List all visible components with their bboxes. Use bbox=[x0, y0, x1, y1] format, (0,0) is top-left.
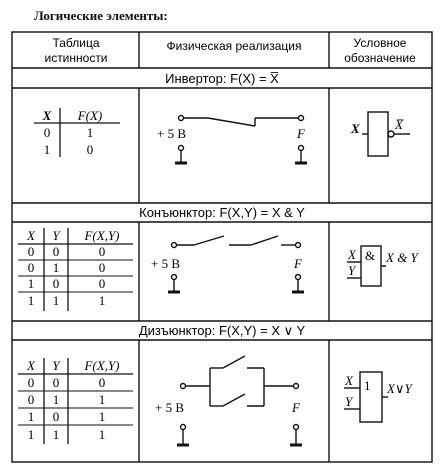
svg-text:Y: Y bbox=[52, 358, 60, 373]
header-symbol-2: обозначение bbox=[344, 51, 416, 65]
header-symbol-1: Условное bbox=[353, 36, 407, 50]
svg-text:0: 0 bbox=[86, 142, 94, 157]
svg-text:1: 1 bbox=[98, 427, 106, 442]
svg-text:F(X,Y): F(X,Y) bbox=[84, 228, 120, 243]
disjunctor-power-label: + 5 B bbox=[155, 400, 185, 415]
svg-text:0: 0 bbox=[43, 125, 51, 140]
svg-text:0: 0 bbox=[52, 409, 60, 424]
svg-text:X: X bbox=[42, 108, 52, 123]
svg-text:0: 0 bbox=[27, 392, 35, 407]
conjunctor-circuit bbox=[168, 236, 304, 292]
svg-text:X: X bbox=[27, 228, 35, 243]
conjunctor-truth-table bbox=[26, 228, 119, 308]
inverter-output-label: F bbox=[297, 126, 305, 141]
svg-text:1: 1 bbox=[86, 125, 94, 140]
svg-text:0: 0 bbox=[27, 244, 35, 259]
conjunctor-symbol-input-y: Y bbox=[348, 263, 356, 278]
disjunctor-truth-table bbox=[26, 358, 119, 442]
conjunctor-symbol-op: & bbox=[365, 248, 376, 263]
disjunctor-symbol-op: 1 bbox=[364, 378, 371, 393]
svg-text:0: 0 bbox=[27, 375, 35, 390]
section-inverter: Инвертор: F(X) = X̅ bbox=[165, 71, 279, 86]
disjunctor-output-label: F bbox=[292, 400, 300, 415]
conjunctor-symbol-output: X & Y bbox=[386, 250, 418, 265]
inverter-power-label: + 5 B bbox=[157, 126, 187, 141]
svg-text:F(X,Y): F(X,Y) bbox=[84, 358, 120, 373]
disjunctor-symbol-input-x: X bbox=[345, 373, 353, 388]
svg-text:0: 0 bbox=[27, 260, 35, 275]
svg-text:1: 1 bbox=[52, 392, 60, 407]
conjunctor-output-label: F bbox=[294, 256, 302, 271]
inverter-symbol-output: X̅ bbox=[395, 117, 403, 132]
svg-text:1: 1 bbox=[98, 392, 106, 407]
svg-text:1: 1 bbox=[52, 293, 60, 308]
svg-text:0: 0 bbox=[52, 244, 60, 259]
svg-text:0: 0 bbox=[52, 375, 60, 390]
svg-text:1: 1 bbox=[43, 142, 51, 157]
svg-text:1: 1 bbox=[27, 276, 35, 291]
svg-text:X: X bbox=[27, 358, 35, 373]
svg-text:Y: Y bbox=[52, 228, 60, 243]
inverter-circuit bbox=[175, 116, 307, 164]
svg-text:0: 0 bbox=[98, 260, 106, 275]
header-truth-table-2: истинности bbox=[44, 51, 108, 65]
conjunctor-symbol-input-x: X bbox=[348, 247, 356, 262]
section-conjunctor: Конъюнктор: F(X,Y) = X & Y bbox=[139, 205, 305, 220]
page-title: Логические элементы: bbox=[34, 8, 168, 23]
table-border bbox=[12, 32, 432, 462]
svg-text:1: 1 bbox=[52, 260, 60, 275]
svg-text:F(X): F(X) bbox=[77, 108, 103, 123]
svg-text:1: 1 bbox=[52, 427, 60, 442]
inverter-truth-table bbox=[42, 108, 103, 157]
inverter-symbol-input: X bbox=[351, 121, 360, 136]
header-physical: Физическая реализация bbox=[166, 39, 302, 53]
svg-text:1: 1 bbox=[98, 293, 106, 308]
section-disjunctor: Дизъюнктор: F(X,Y) = X ∨ Y bbox=[138, 323, 306, 338]
svg-text:1: 1 bbox=[27, 409, 35, 424]
svg-text:0: 0 bbox=[98, 276, 106, 291]
disjunctor-symbol-output: X∨Y bbox=[387, 381, 412, 396]
svg-text:0: 0 bbox=[98, 375, 106, 390]
svg-text:1: 1 bbox=[27, 427, 35, 442]
svg-text:0: 0 bbox=[52, 276, 60, 291]
header-truth-table-1: Таблица bbox=[52, 36, 100, 50]
svg-text:0: 0 bbox=[98, 244, 106, 259]
disjunctor-circuit bbox=[177, 356, 302, 445]
conjunctor-power-label: + 5 B bbox=[151, 256, 181, 271]
svg-text:1: 1 bbox=[98, 409, 106, 424]
svg-text:1: 1 bbox=[27, 293, 35, 308]
disjunctor-symbol-input-y: Y bbox=[345, 394, 353, 409]
